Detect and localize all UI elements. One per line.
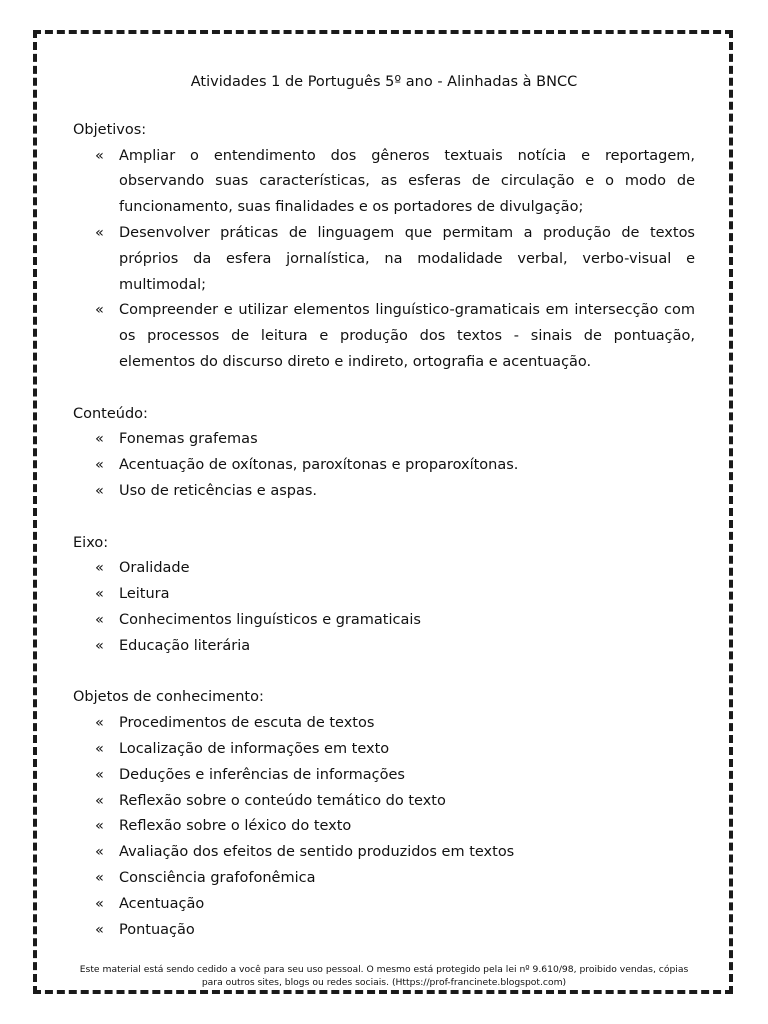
section [73,118,695,376]
bullet-list [73,556,695,659]
list-item-text: Leitura [119,586,170,603]
list-item [73,711,695,737]
guillemet-bullet-icon: « [95,766,104,783]
guillemet-bullet-icon: « [95,457,104,474]
guillemet-bullet-icon: « [95,792,104,809]
list-item-text: Compreender e utilizar elementos linguístico-gramaticais em intersecção com os processos de leitura e produção dos textos - sinais de pontuação, elementos do discurso direto e indireto, ortografia e acentuação. [119,302,695,370]
list-item-text: Avaliação dos efeitos de sentido produzidos em textos [119,844,515,861]
guillemet-bullet-icon: « [95,844,104,861]
list-item-text: Fonemas grafemas [119,431,258,448]
list-item-text: Procedimentos de escuta de textos [119,715,375,732]
list-item-text: Reflexão sobre o conteúdo temático do texto [119,792,446,809]
guillemet-bullet-icon: « [95,921,104,938]
section [73,402,695,505]
list-item [73,918,695,944]
list-item-text: Reflexão sobre o léxico do texto [119,818,352,835]
list-item [73,556,695,582]
footer-line-2: para outros sites, blogs ou redes sociais. (Https://prof-francinete.blogspot.com) [201,977,567,988]
list-item-text: Acentuação de oxítonas, paroxítonas e proparoxítonas. [119,457,519,474]
list-item [73,453,695,479]
section-heading: Objetivos: [73,121,147,138]
guillemet-bullet-icon: « [95,611,104,628]
guillemet-bullet-icon: « [95,224,104,241]
list-item [73,582,695,608]
list-item [73,892,695,918]
section-heading: Conteúdo: [73,405,148,422]
list-item-text: Consciência grafofonêmica [119,869,316,886]
list-item-text: Deduções e inferências de informações [119,766,405,783]
list-item [73,221,695,298]
page-title: Atividades 1 de Português 5º ano - Alinhadas à BNCC [190,74,578,90]
section [73,531,695,660]
bullet-list [73,427,695,504]
list-item-text: Oralidade [119,560,190,577]
list-item [73,634,695,660]
list-item [73,144,695,221]
list-item-text: Pontuação [119,921,195,938]
list-item-text: Uso de reticências e aspas. [119,482,318,499]
list-item [73,763,695,789]
list-item-text: Ampliar o entendimento dos gêneros textuais notícia e reportagem, observando suas características, as esferas de circulação e o modo de funcionamento, suas finalidades e os portadores de divulgação; [119,147,695,216]
list-item [73,737,695,763]
list-item-text: Localização de informações em texto [119,740,390,757]
guillemet-bullet-icon: « [95,147,104,164]
section [73,685,695,943]
guillemet-bullet-icon: « [95,482,104,499]
guillemet-bullet-icon: « [95,431,104,448]
guillemet-bullet-icon: « [95,302,104,319]
section-heading: Eixo: [73,534,109,551]
list-item [73,840,695,866]
bullet-list [73,711,695,943]
section-heading: Objetos de conhecimento: [73,689,264,706]
bullet-list [73,144,695,376]
list-item [73,608,695,634]
list-item [73,427,695,453]
copyright-footer [60,963,708,989]
list-item-text: Educação literária [119,637,251,654]
document-body [73,70,695,969]
guillemet-bullet-icon: « [95,869,104,886]
list-item-text: Desenvolver práticas de linguagem que permitam a produção de textos próprios da esfera jornalística, na modalidade verbal, verbo-visual e multimodal; [119,224,695,293]
list-item [73,814,695,840]
list-item [73,789,695,815]
list-item [73,479,695,505]
list-item-text: Acentuação [119,895,205,912]
list-item [73,866,695,892]
guillemet-bullet-icon: « [95,560,104,577]
list-item-text: Conhecimentos linguísticos e gramaticais [119,611,421,628]
guillemet-bullet-icon: « [95,715,104,732]
sections-container [73,118,695,944]
guillemet-bullet-icon: « [95,637,104,654]
footer-line-1: Este material está sendo cedido a você para seu uso pessoal. O mesmo está protegido pela lei nº 9.610/98, proibido vendas, cópias [79,964,689,975]
guillemet-bullet-icon: « [95,818,104,835]
guillemet-bullet-icon: « [95,586,104,603]
guillemet-bullet-icon: « [95,895,104,912]
list-item [73,298,695,375]
guillemet-bullet-icon: « [95,740,104,757]
